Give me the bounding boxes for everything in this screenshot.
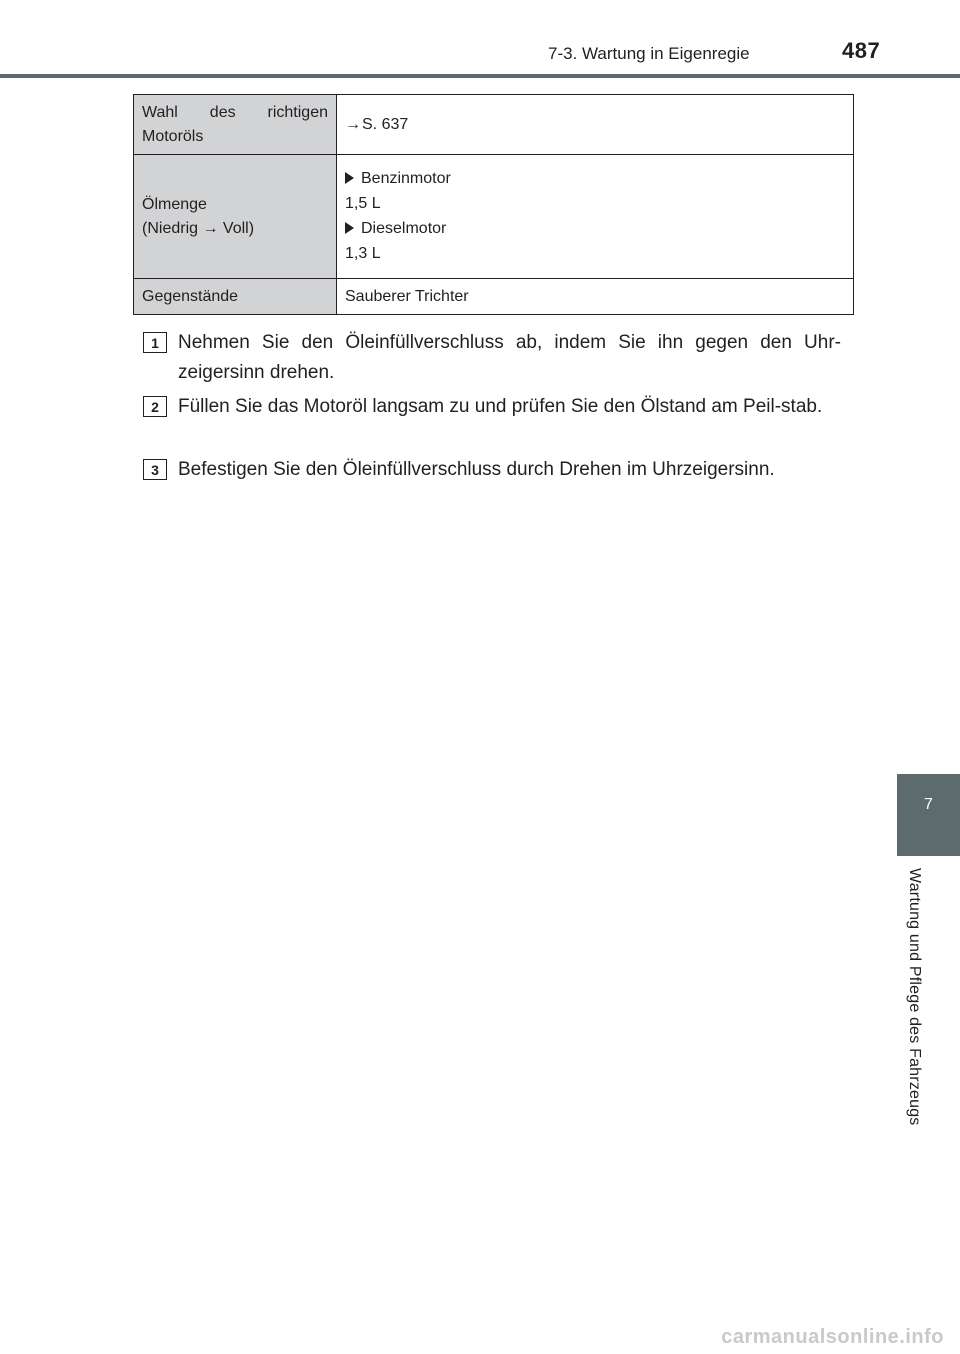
step-number-box: 1 [143,332,167,353]
engine-name: Dieselmotor [361,220,447,237]
table-label-cell [134,155,337,279]
table-value-cell [337,279,854,315]
oil-quantity-label-line1: Ölmenge [142,195,207,213]
oil-quantity-label-prefix: (Niedrig [142,219,203,237]
table-value-cell [337,95,854,155]
table-value-cell [337,155,854,279]
step-number-box: 3 [143,459,167,480]
engine-type [345,170,845,188]
page-header [0,0,960,78]
items-label: Gegenstände [142,287,239,305]
oil-quantity-label-suffix: Voll) [218,219,255,237]
engine-type [345,220,845,238]
table-row [134,95,854,155]
table-label-cell [134,95,337,155]
table-row [134,155,854,279]
chapter-tab [897,774,960,856]
items-value: Sauberer Trichter [345,287,469,305]
triangle-bullet-icon [345,172,354,184]
oil-amount: 1,5 L [345,195,381,212]
step-text: Füllen Sie das Motoröl langsam zu und prüfen Sie den Ölstand am Peil-stab. [178,396,823,417]
table-row [134,279,854,315]
watermark: carmanualsonline.info [721,1326,944,1348]
step-text: Nehmen Sie den Öleinfüllverschluss ab, indem Sie ihn gegen den Uhr-zeigersinn drehen. [178,332,841,383]
oil-quantity-label [142,193,328,241]
chapter-number: 7 [924,796,933,813]
oil-spec-table [133,94,854,315]
oil-type-label: Wahl des richtigen Motoröls [142,103,328,145]
arrow-icon: → [345,115,361,133]
oil-amount: 1,3 L [345,245,381,262]
step-number-box: 2 [143,396,167,417]
table-label-cell [134,279,337,315]
step-text: Befestigen Sie den Öleinfüllverschluss durch Drehen im Uhrzeigersinn. [178,459,775,480]
page-number: 487 [842,38,881,63]
header-rule [0,74,960,78]
section-title: 7-3. Wartung in Eigenregie [548,44,750,63]
arrow-icon: → [202,219,219,237]
triangle-bullet-icon [345,222,354,234]
page-reference: S. 637 [362,115,409,133]
engine-name: Benzinmotor [361,170,451,187]
chapter-title: Wartung und Pflege des Fahrzeugs [906,868,923,1126]
